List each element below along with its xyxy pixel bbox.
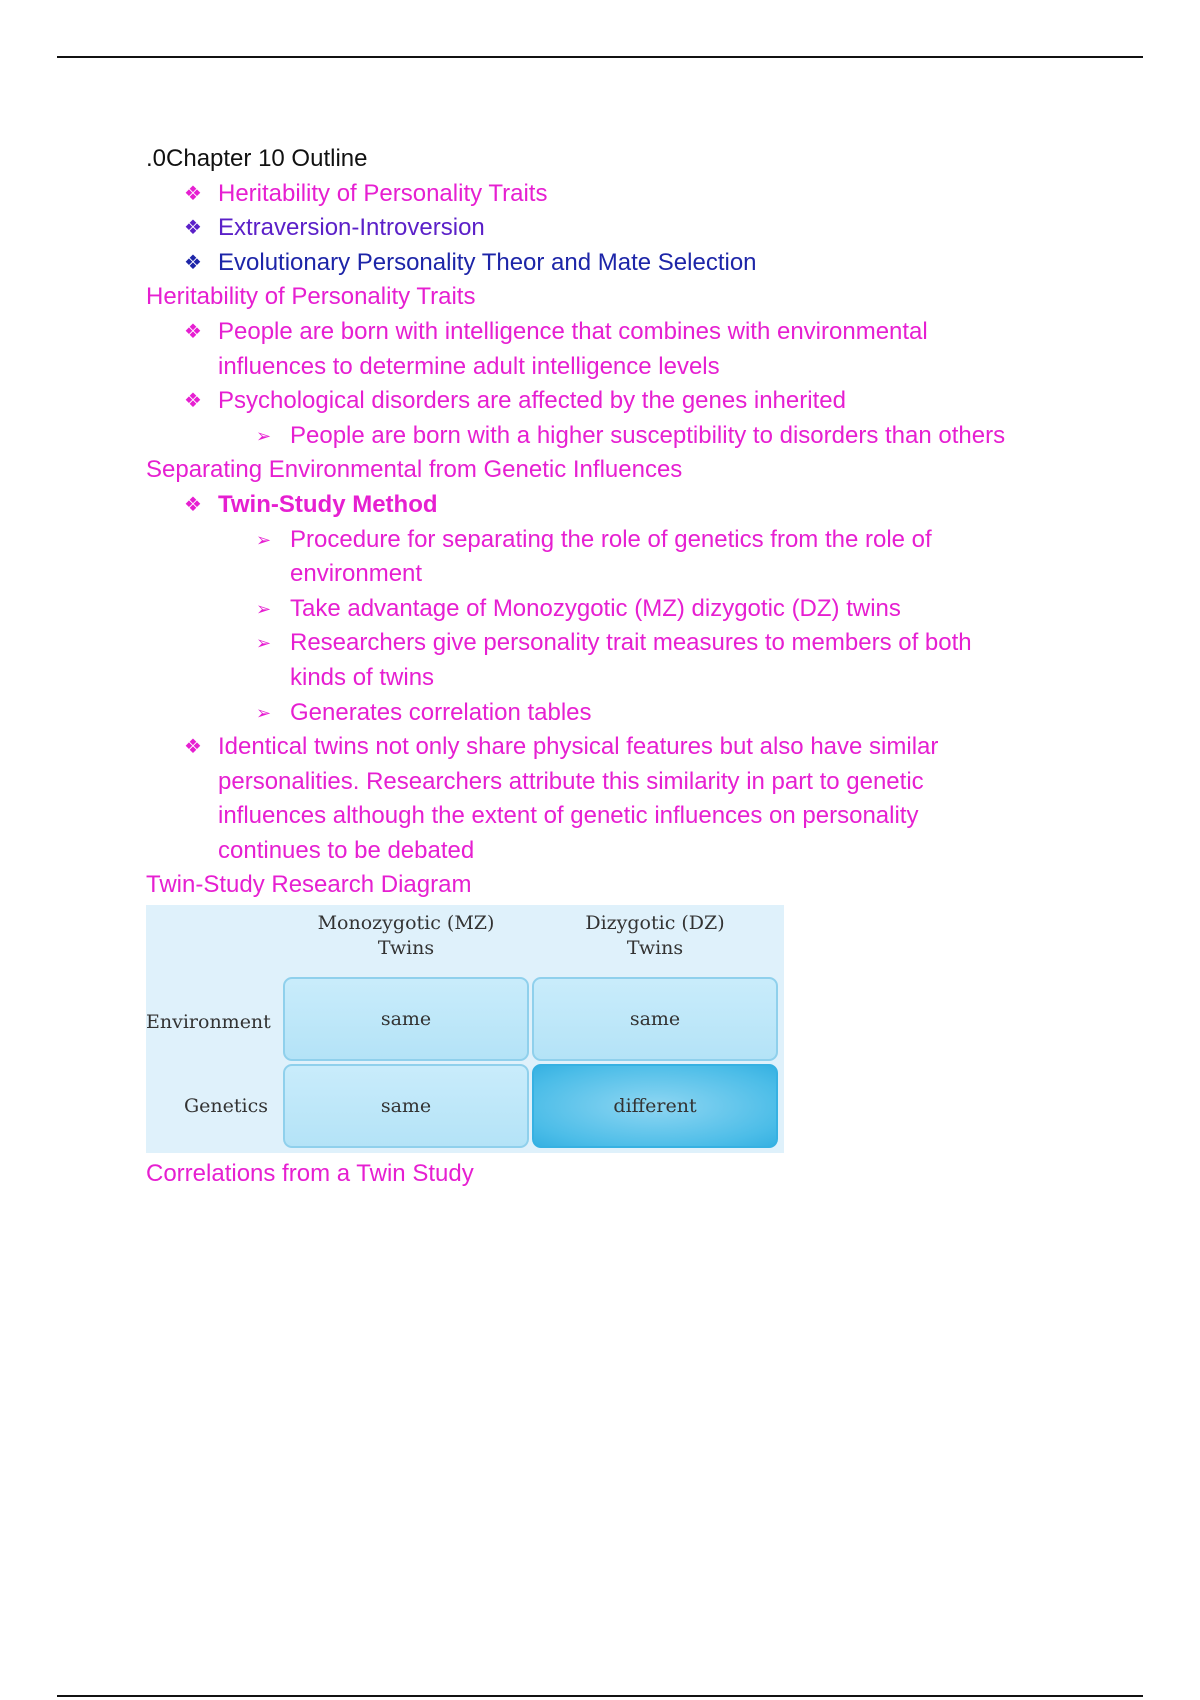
diamond-bullet-icon: ❖ [184,320,202,343]
list-item: ❖ Identical twins not only share physical features but also have similar [146,730,1146,765]
diamond-bullet-icon: ❖ [184,493,202,516]
arrow-bullet-icon: ➢ [256,529,272,550]
diamond-bullet-icon: ❖ [184,390,202,413]
diamond-bullet-icon: ❖ [184,217,202,240]
sub-list-item: ➢ Procedure for separating the role of genetics from the role of [146,523,1146,558]
sub-list-item: ➢ Generates correlation tables [146,696,1146,731]
cell-environment-mz: same [283,977,529,1061]
cell-environment-dz: same [532,977,778,1061]
top-rule [57,56,1143,58]
outline-item: ❖ Heritability of Personality Traits [146,177,1146,212]
section-heading: Correlations from a Twin Study [146,1160,474,1188]
outline-item: ❖ Extraversion-Introversion [146,211,1146,246]
list-item-continued: influences to determine adult intelligence levels [218,352,720,380]
list-item-continued: continues to be debated [218,836,475,864]
list-item: ❖ Psychological disorders are affected by the genes inherited [146,384,1146,419]
diamond-bullet-icon: ❖ [184,736,202,759]
row-header-genetics: Genetics [183,1095,268,1118]
section-heading: Heritability of Personality Traits [146,283,476,311]
column-header-mz: Monozygotic (MZ) Twins [317,912,495,960]
list-item-continued: influences although the extent of genetic influences on personality [218,802,919,830]
arrow-bullet-icon: ➢ [256,425,272,446]
diagram-heading: Twin-Study Research Diagram [146,871,472,899]
chapter-title: .0Chapter 10 Outline [146,145,368,172]
section-heading: Separating Environmental from Genetic Influences [146,456,683,484]
list-item: ❖ People are born with intelligence that combines with environmental [146,315,1146,350]
sub-list-item: ➢ Take advantage of Monozygotic (MZ) dizygotic (DZ) twins [146,592,1146,627]
column-header-dz: Dizygotic (DZ) Twins [585,912,725,960]
arrow-bullet-icon: ➢ [256,598,272,619]
cell-genetics-mz: same [283,1064,529,1148]
diamond-bullet-icon: ❖ [184,182,202,205]
sub-list-item-continued: environment [290,560,423,588]
row-header-environment: Environment [146,1011,271,1034]
diamond-bullet-icon: ❖ [184,251,202,274]
twin-study-diagram [146,905,784,1153]
sub-list-item: ➢ People are born with a higher susceptibility to disorders than others [146,419,1146,454]
sub-list-item: ➢ Researchers give personality trait measures to members of both [146,626,1146,661]
sub-list-item-continued: kinds of twins [290,663,435,691]
bottom-rule [57,1695,1143,1697]
arrow-bullet-icon: ➢ [256,633,272,654]
outline-item: ❖ Evolutionary Personality Theor and Mate Selection [146,246,1146,281]
cell-genetics-dz: different [532,1064,778,1148]
document-body [146,142,1146,1192]
list-item-continued: personalities. Researchers attribute this similarity in part to genetic [218,767,924,795]
arrow-bullet-icon: ➢ [256,702,272,723]
list-item: ❖ Twin-Study Method [146,488,1146,523]
